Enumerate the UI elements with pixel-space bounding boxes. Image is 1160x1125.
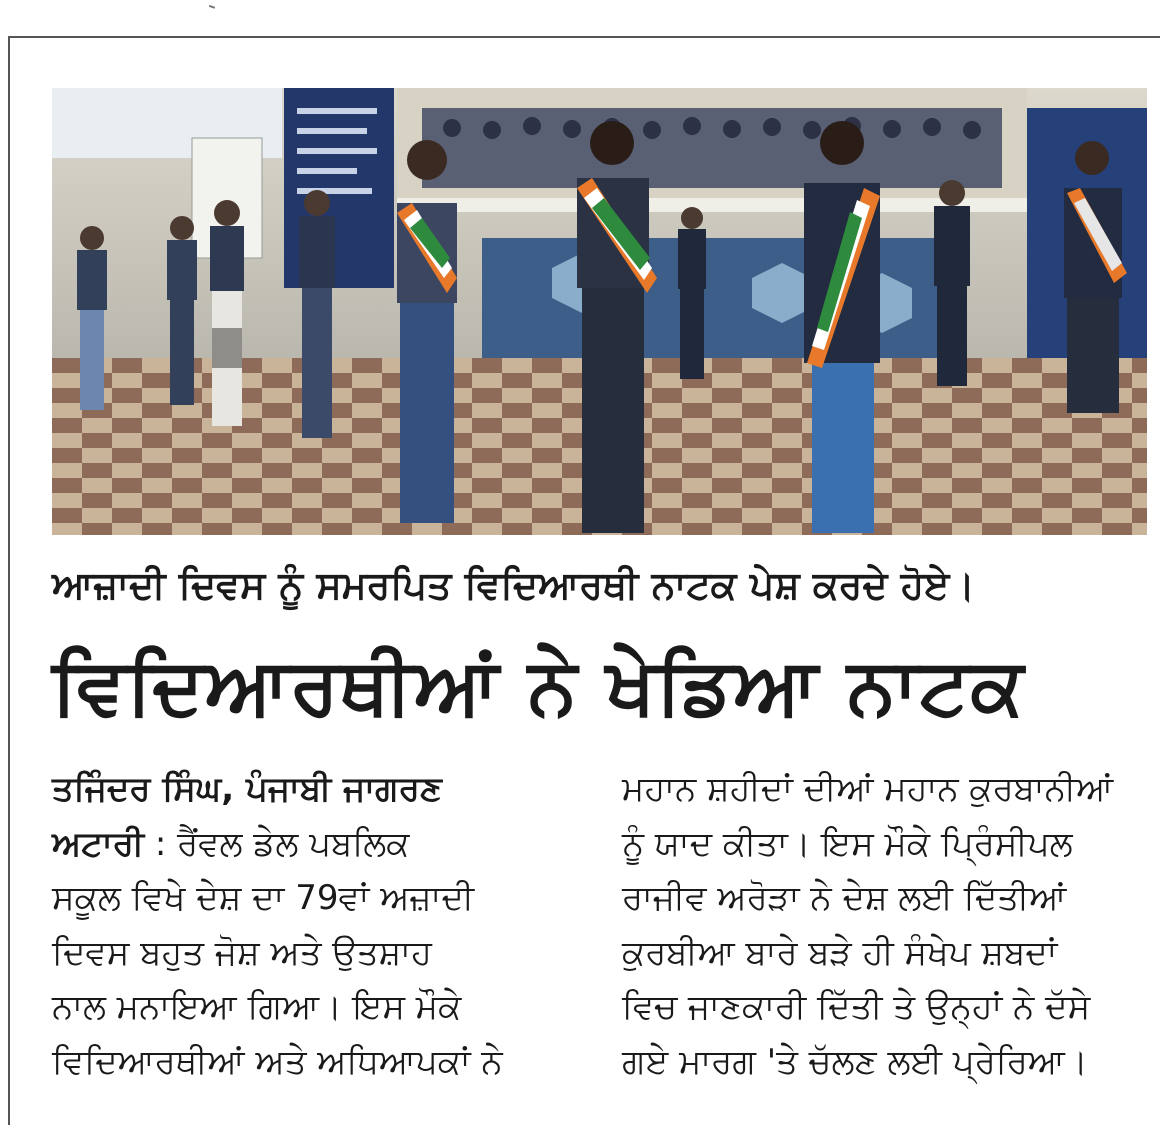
body-line: ਰਾਜੀਵ ਅਰੋੜਾ ਨੇ ਦੇਸ਼ ਲਈ ਦਿੱਤੀਆਂ xyxy=(622,878,1067,918)
students-performing-photo xyxy=(52,88,1147,535)
body-line: ਸਕੂਲ ਵਿਖੇ ਦੇਸ਼ ਦਾ 79ਵਾਂ ਅਜ਼ਾਦੀ xyxy=(52,878,475,918)
body-line: ਕੁਰਬੀਆ ਬਾਰੇ ਬੜੇ ਹੀ ਸੰਖੇਪ ਸ਼ਬਦਾਂ xyxy=(622,932,1058,973)
dateline-line xyxy=(52,817,552,872)
left-column-rule xyxy=(8,36,10,1125)
balcony-audience xyxy=(422,108,1002,188)
body-line: ਨੂੰ ਯਾਦ ਕੀਤਾ। ਇਸ ਮੌਕੇ ਪ੍ਰਿੰਸੀਪਲ xyxy=(622,823,1073,864)
dateline: ਅਟਾਰੀ xyxy=(52,823,145,864)
byline: ਤਜਿੰਦਰ ਸਿੰਘ, ਪੰਜਾਬੀ ਜਾਗਰਣ xyxy=(52,769,442,809)
article-column-right xyxy=(622,762,1142,1089)
body-line: ਵਿਦਿਆਰਥੀਆਂ ਅਤੇ ਅਧਿਆਪਕਾਂ ਨੇ xyxy=(52,1041,503,1082)
article-headline: ਵਿਦਿਆਰਥੀਆਂ ਨੇ ਖੇਡਿਆ ਨਾਟਕ xyxy=(52,642,1025,732)
photo-caption: ਆਜ਼ਾਦੀ ਦਿਵਸ ਨੂੰ ਸਮਰਪਿਤ ਵਿਦਿਆਰਥੀ ਨਾਟਕ ਪੇਸ਼ ਕਰਦੇ ਹੋਏ। xyxy=(52,563,975,607)
clipping-edge-mark xyxy=(209,0,217,9)
news-photo xyxy=(52,88,1147,535)
body-line: ਮਹਾਨ ਸ਼ਹੀਦਾਂ ਦੀਆਂ ਮਹਾਨ ਕੁਰਬਾਨੀਆਂ xyxy=(622,769,1114,809)
body-line: ਨਾਲ ਮਨਾਇਆ ਗਿਆ। ਇਸ ਮੌਕੇ xyxy=(52,987,462,1027)
top-column-rule xyxy=(8,36,1160,38)
article-column-left xyxy=(52,762,552,1089)
dateline-separator: : xyxy=(144,823,178,864)
body-line: ਗਏ ਮਾਰਗ 'ਤੇ ਚੱਲਣ ਲਈ ਪ੍ਰੇਰਿਆ। xyxy=(622,1041,1088,1082)
body-line: ਵਿਚ ਜਾਣਕਾਰੀ ਦਿੱਤੀ ਤੇ ਉਨ੍ਹਾਂ ਨੇ ਦੱਸੇ xyxy=(622,987,1091,1027)
body-line: ਰੈਂਵਲ ਡੇਲ ਪਬਲਿਕ xyxy=(177,823,410,864)
body-line: ਦਿਵਸ ਬਹੁਤ ਜੋਸ਼ ਅਤੇ ਉਤਸ਼ਾਹ xyxy=(52,932,432,973)
